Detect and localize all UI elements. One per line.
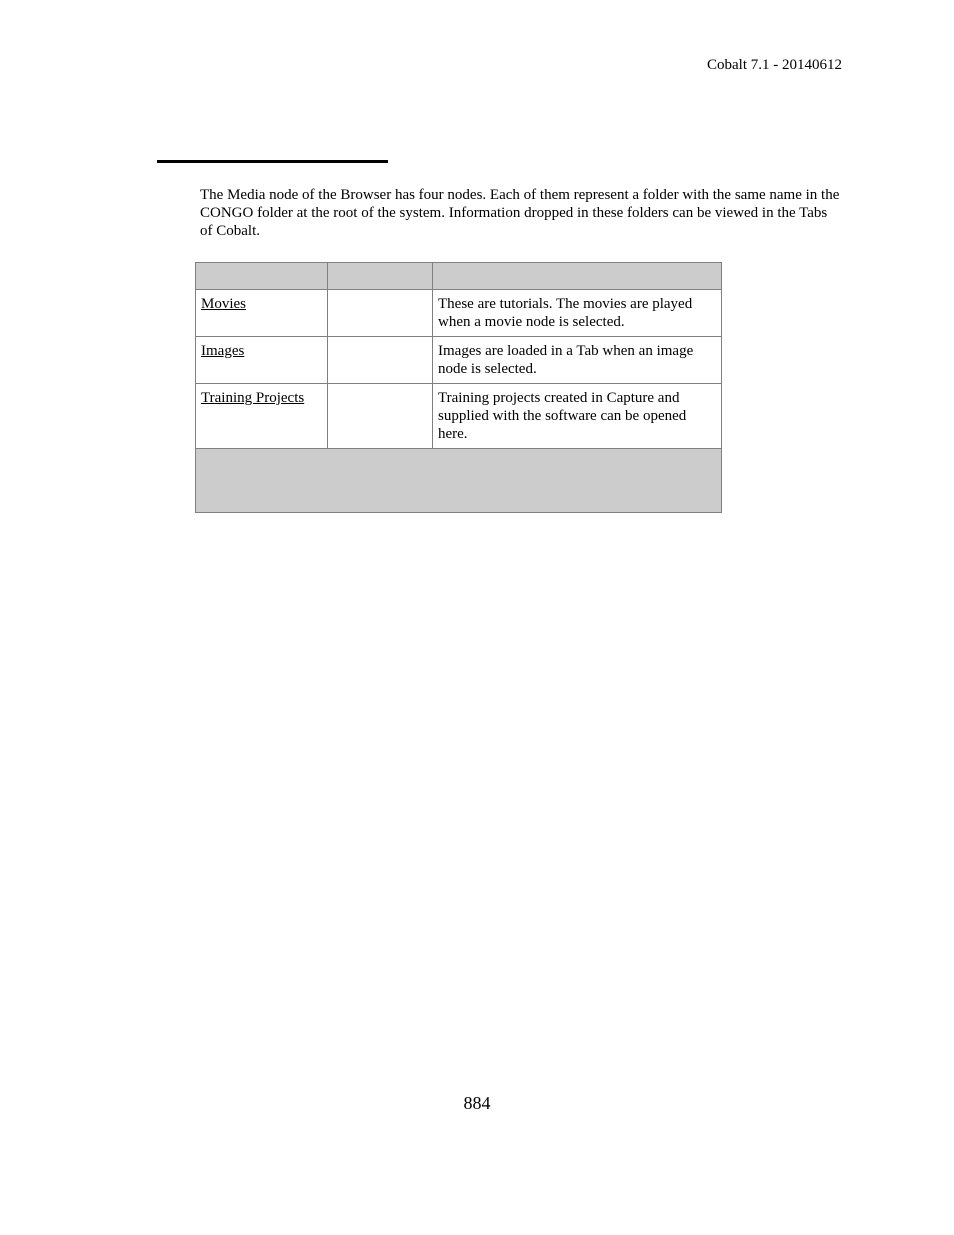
- running-header: Cobalt 7.1 - 20140612: [707, 57, 842, 73]
- movies-link[interactable]: Movies: [201, 296, 246, 312]
- page-number: 884: [463, 1093, 491, 1113]
- node-name-cell: [196, 337, 328, 384]
- table-header-cell: [328, 263, 433, 290]
- node-name-cell: [196, 290, 328, 337]
- node-name-cell: [196, 384, 328, 449]
- section-rule: [157, 160, 388, 163]
- images-link[interactable]: Images: [201, 343, 245, 359]
- node-description-cell: Images are loaded in a Tab when an image node is selected.: [433, 337, 722, 384]
- table-header-row: [196, 263, 722, 290]
- node-description-cell: These are tutorials. The movies are played when a movie node is selected.: [433, 290, 722, 337]
- node-description-cell: Training projects created in Capture and supplied with the software can be opened here.: [433, 384, 722, 449]
- table-header-cell: [196, 263, 328, 290]
- media-nodes-table: [195, 262, 722, 513]
- node-icon-cell: [328, 384, 433, 449]
- table-row: [196, 290, 722, 337]
- table-footer-row: [196, 449, 722, 513]
- intro-paragraph: The Media node of the Browser has four nodes. Each of them represent a folder with the same name in the CONGO folder at the root of the system. Information dropped in these folders can be viewed in the Tabs of Cobalt.: [200, 187, 840, 239]
- node-icon-cell: [328, 337, 433, 384]
- node-icon-cell: [328, 290, 433, 337]
- table-row: [196, 384, 722, 449]
- table-header-cell: [433, 263, 722, 290]
- training-projects-link[interactable]: Training Projects: [201, 390, 305, 406]
- table-row: [196, 337, 722, 384]
- table-footer-cell: [196, 449, 722, 513]
